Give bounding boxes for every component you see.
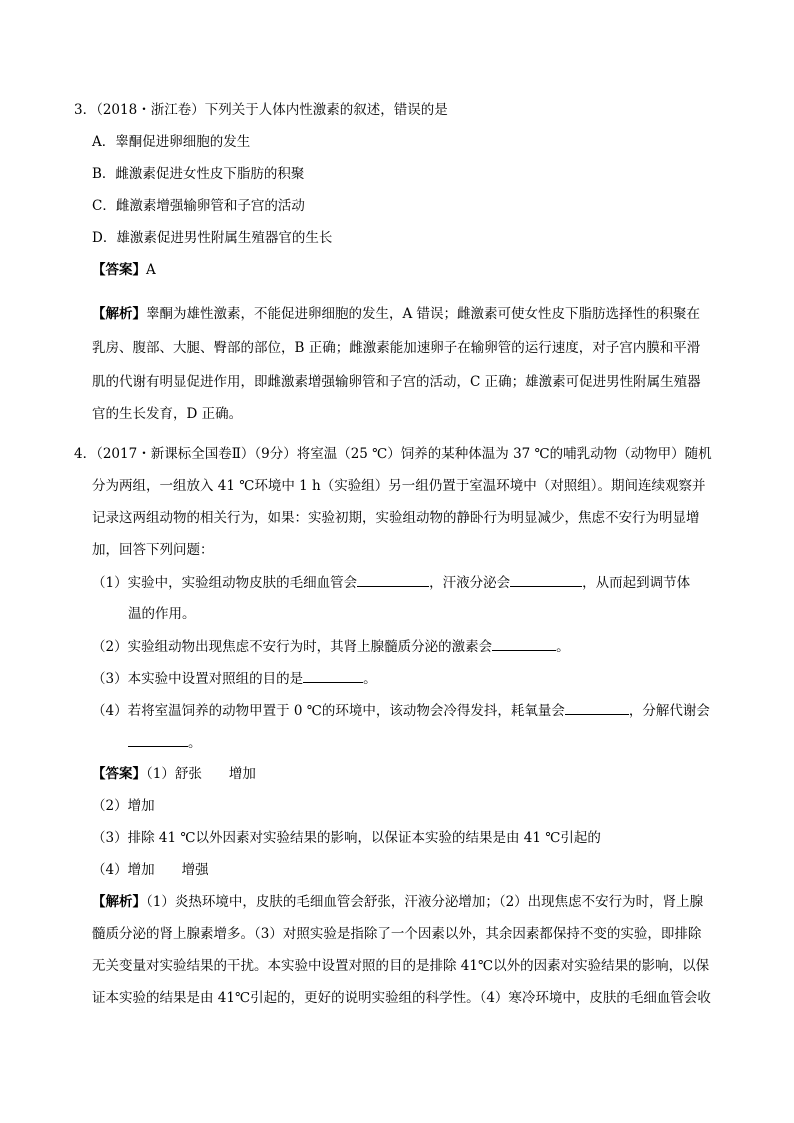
- sub2-end: 。: [556, 639, 570, 655]
- sub1-text-c: ，从而起到调节体: [582, 575, 691, 591]
- q4-answer-line-3: （3）排除 41 ℃以外因素对实验结果的影响，以保证本实验的结果是由 41 ℃引起的: [92, 830, 601, 846]
- sub4-text-a: （4）若将室温饲养的动物甲置于 0 ℃的环境中，该动物会冷得发抖，耗氧量会: [92, 703, 565, 719]
- answer-label: 【答案】: [92, 766, 146, 782]
- answer-blank: [510, 572, 582, 587]
- answer-text: （1）舒张 增加: [146, 766, 256, 782]
- q4-answer-line-1: [92, 764, 256, 784]
- q3-analysis-line-2: 乳房、腹部、大腿、臀部的部位，B 正确；雌激素能加速卵子在输卵管的运行速度，对子宫内膜和平滑: [92, 340, 701, 356]
- sub2-text: （2）实验组动物出现焦虑不安行为时，其肾上腺髓质分泌的激素会: [92, 639, 493, 655]
- q4-sub4: [92, 700, 710, 721]
- q4-sub1: [92, 572, 690, 593]
- analysis-text: （1）炎热环境中，皮肤的毛细血管会舒张，汗液分泌增加；（2）出现焦虑不安行为时，肾上腺: [146, 894, 704, 910]
- q4-stem-line-1: 4．（2017・新课标全国卷Ⅱ）（9分）将室温（25 ℃）饲养的某种体温为 37 ℃的哺乳动物（动物甲）随机: [74, 446, 712, 462]
- q4-analysis-line-2: 髓质分泌的肾上腺素增多。（3）对照实验是指除了一个因素以外，其余因素都保持不变的实验，即排除: [92, 926, 702, 942]
- sub1-text-a: （1）实验中，实验组动物皮肤的毛细血管会: [92, 575, 358, 591]
- sub3-end: 。: [363, 671, 377, 687]
- q3-analysis-line-1: [92, 304, 700, 324]
- q3-option-b: B．雌激素促进女性皮下脂肪的积聚: [92, 166, 305, 182]
- sub3-text: （3）本实验中设置对照组的目的是: [92, 671, 304, 687]
- answer-label: 【答案】: [92, 262, 146, 278]
- q3-stem: 3．（2018・浙江卷）下列关于人体内性激素的叙述，错误的是: [74, 102, 448, 118]
- q4-sub4-cont: [128, 732, 202, 753]
- q4-analysis-line-1: [92, 892, 703, 912]
- q4-stem-line-4: 加，回答下列问题：: [92, 542, 214, 558]
- answer-blank: [128, 732, 188, 747]
- q4-stem-line-2: 分为两组，一组放入 41 ℃环境中 1 h（实验组）另一组仍置于室温环境中（对照组）。期间连续观察并: [92, 478, 706, 494]
- q4-answer-line-2: （2）增加: [92, 798, 155, 814]
- analysis-label: 【解析】: [92, 894, 146, 910]
- q4-analysis-line-3: 无关变量对实验结果的干扰。本实验中设置对照的目的是排除 41℃以外的因素对实验结果的影响，以保: [92, 958, 710, 974]
- answer-blank: [565, 700, 629, 715]
- answer-blank: [303, 668, 363, 683]
- q4-sub1-cont: 温的作用。: [128, 606, 196, 622]
- q3-option-c: C．雌激素增强输卵管和子宫的活动: [92, 198, 305, 214]
- q4-analysis-line-4: 证本实验的结果是由 41℃引起的，更好的说明实验组的科学性。（4）寒冷环境中，皮肤的毛细血管会收: [92, 990, 711, 1006]
- sub4-text-b: ，分解代谢会: [628, 703, 710, 719]
- q4-sub3: [92, 668, 377, 689]
- analysis-label: 【解析】: [92, 306, 146, 322]
- answer-blank: [492, 636, 556, 651]
- q4-sub2: [92, 636, 570, 657]
- analysis-text: 睾酮为雄性激素，不能促进卵细胞的发生，A 错误；雌激素可使女性皮下脂肪选择性的积聚在: [146, 306, 701, 322]
- q3-analysis-line-4: 官的生长发育，D 正确。: [92, 406, 243, 422]
- answer-value: A: [146, 262, 156, 278]
- q3-option-a: A．睾酮促进卵细胞的发生: [92, 134, 251, 150]
- q3-answer: [92, 260, 156, 280]
- q3-option-d: D．雄激素促进男性附属生殖器官的生长: [92, 230, 333, 246]
- answer-blank: [357, 572, 429, 587]
- q4-answer-line-4: （4）增加 增强: [92, 862, 209, 878]
- sub1-text-b: ，汗液分泌会: [429, 575, 511, 591]
- sub4-end: 。: [188, 735, 202, 751]
- q3-analysis-line-3: 肌的代谢有明显促进作用，即雌激素增强输卵管和子宫的活动，C 正确；雄激素可促进男性附属生殖器: [92, 374, 701, 390]
- q4-stem-line-3: 记录这两组动物的相关行为，如果：实验初期，实验组动物的静卧行为明显减少，焦虑不安行为明显增: [92, 510, 700, 526]
